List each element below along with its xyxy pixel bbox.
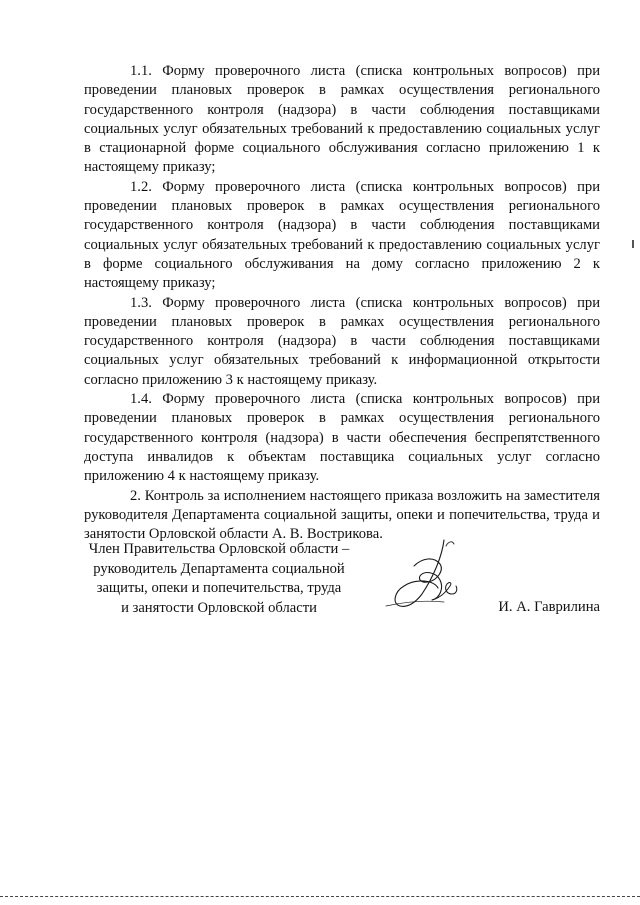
document-body <box>84 62 600 544</box>
paragraph-1-3: 1.3. Форму проверочного листа (списка контрольных вопросов) при проведении плановых проверок в рамках осуществления регионального государственного контроля (надзора) в части соблюдения поставщиками социальных услуг обязательных требований к информационной открытости согласно приложению 3 к настоящему приказу. <box>84 294 600 388</box>
signatory-title <box>84 540 354 618</box>
signatory-title-line: и занятости Орловской области <box>121 599 317 616</box>
paragraph-1-4: 1.4. Форму проверочного листа (списка контрольных вопросов) при проведении плановых проверок в рамках осуществления регионального государственного контроля (надзора) в части обеспечения беспрепятственного доступа инвалидов к объектам поставщика социальных услуг согласно приложению 4 к настоящему приказу. <box>84 391 600 485</box>
signatory-title-line: Член Правительства Орловской области – <box>88 541 350 557</box>
paragraph-1-2: 1.2. Форму проверочного листа (списка контрольных вопросов) при проведении плановых проверок в рамках осуществления регионального государственного контроля (надзора) в части соблюдения поставщиками социальных услуг обязательных требований к предоставлению социальных услуг в форме социального обслуживания на дому согласно приложению 2 к настоящему приказу; <box>84 178 600 292</box>
handwritten-signature-icon <box>384 536 470 612</box>
scan-edge-mark <box>632 240 634 248</box>
page-bottom-rule <box>0 896 640 897</box>
signatory-title-line: руководитель Департамента социальной <box>93 560 345 577</box>
paragraph-2: 2. Контроль за исполнением настоящего приказа возложить на заместителя руководителя Департамента социальной защиты, опеки и попечительства, труда и занятости Орловской области А. В. Вострикова. <box>84 487 600 543</box>
signatory-title-line: защиты, опеки и попечительства, труда <box>96 580 342 596</box>
paragraph-1-1: 1.1. Форму проверочного листа (списка контрольных вопросов) при проведении плановых проверок в рамках осуществления регионального государственного контроля (надзора) в части соблюдения поставщиками социальных услуг обязательных требований к предоставлению социальных услуг в стационарной форме социального обслуживания согласно приложению 1 к настоящему приказу; <box>84 63 600 176</box>
signatory-name: И. А. Гаврилина <box>498 599 600 615</box>
signature-block <box>84 540 600 620</box>
